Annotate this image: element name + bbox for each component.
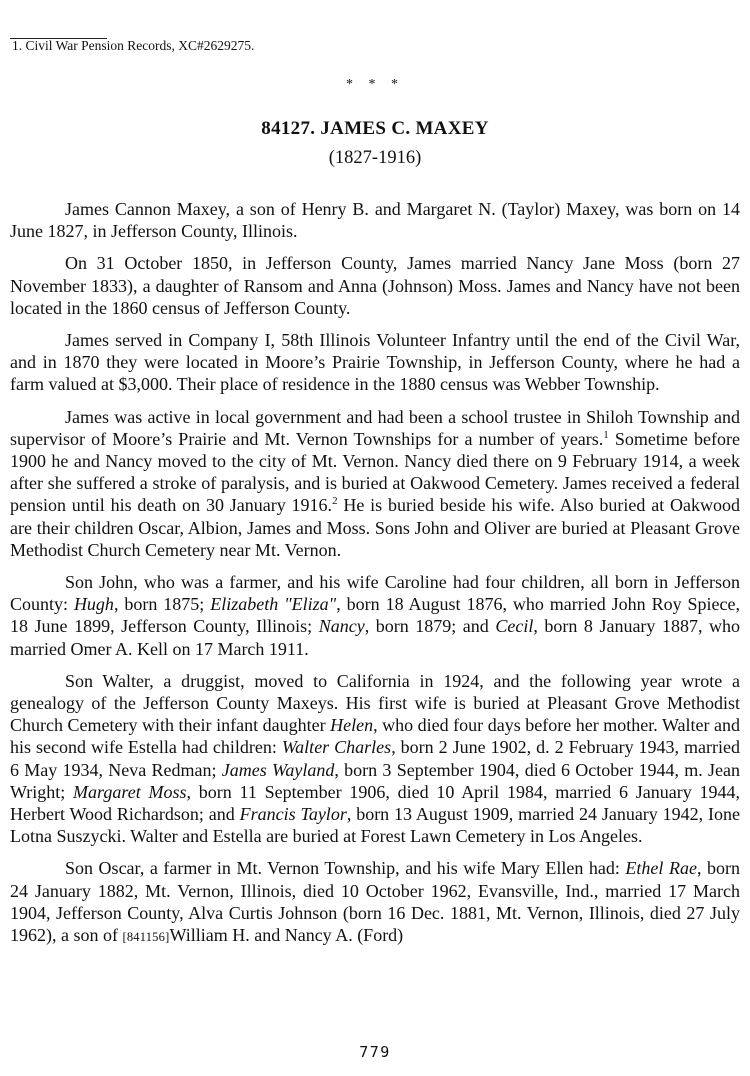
paragraph-son-john xyxy=(10,571,740,660)
section-separator: * * * xyxy=(346,77,404,92)
child-name: Hugh xyxy=(73,594,114,615)
child-name: Ethel Rae xyxy=(625,858,697,879)
text-run: , born 18 August 1876, who married John Roy Spiece, 18 June 1899, Jefferson County, Illinois; xyxy=(10,594,741,637)
text-run: Sometime before 1900 he and Nancy moved to the city of Mt. Vernon. Nancy died there on 9 February 1914, a week after she suffered a stroke of paralysis, and is buried at Oakwood Cemetery. James received a federal pension until his death on 30 January 1916. xyxy=(10,428,740,516)
text-run: Son Oscar, a farmer in Mt. Vernon Township, and his wife Mary Ellen had: xyxy=(65,858,626,879)
paragraph-civil-war: James served in Company I, 58th Illinois Volunteer Infantry until the end of the Civil War, and in 1870 they were located in Moore’s Prairie Township, in Jefferson County, where he had a farm valued at $3,000. Their place of residence in the 1880 census was Webber Township. xyxy=(10,330,740,395)
text-run: , born 11 September 1906, died 10 April 1984, married 6 January 1944, Herbert Wood Richardson; and xyxy=(10,781,740,825)
cross-reference-number: [841156] xyxy=(122,930,170,945)
text-run: James was active in local government and had been a school trustee in Shiloh Township and supervisor of Moore’s Prairie and Mt. Vernon Townships for a number of years. xyxy=(10,406,740,449)
child-name: Nancy xyxy=(318,616,365,637)
child-name: Francis Taylor xyxy=(239,804,347,825)
text-run: , born 3 September 1904, died 6 October 1944, m. Jean Wright; xyxy=(10,759,740,802)
text-run: , born 24 January 1882, Mt. Vernon, Illinois, died 10 October 1962, Evansville, Ind., married 17 March 1904, Jefferson County, Alva Curtis Johnson (born 16 Dec. 1881, Mt. Vernon, Illinois, died 27 July 1962), a son of xyxy=(10,858,740,946)
text-run: , born 1875; xyxy=(113,594,211,615)
text-run: Son Walter, a druggist, moved to California in 1924, and the following year wrote a genealogy of the Jefferson County Maxeys. His first wife is buried at Pleasant Grove Methodist Church Cemetery with their infant daughter xyxy=(10,670,740,736)
footnote: 1. Civil War Pension Records, XC#2629275. xyxy=(12,38,255,53)
paragraph-son-walter xyxy=(10,670,740,848)
text-run: , born 8 January 1887, who married Omer A. Kell on 17 March 1911. xyxy=(10,616,741,659)
paragraph-birth: James Cannon Maxey, a son of Henry B. and Margaret N. (Taylor) Maxey, was born on 14 June 1827, in Jefferson County, Illinois. xyxy=(10,199,740,242)
footnote-ref-2: 2 xyxy=(332,495,338,508)
text-run: He is buried beside his wife. Also buried at Oakwood are their children Oscar, Albion, James and Moss. Sons John and Oliver are buried at Pleasant Grove Methodist Church Cemetery near Mt. Vernon. xyxy=(10,495,740,560)
text-run: , who died four days before her mother. Walter and his second wife Estella had children: xyxy=(10,715,740,758)
child-name: James Wayland xyxy=(221,759,335,780)
paragraph-local-government xyxy=(10,406,740,561)
page-number: 779 xyxy=(359,1043,391,1061)
paragraph-son-oscar xyxy=(10,857,740,948)
text-run: , born 2 June 1902, d. 2 February 1943, married 6 May 1934, Neva Redman; xyxy=(10,737,741,780)
text-run: William H. and Nancy A. (Ford) xyxy=(169,925,404,946)
child-name: Elizabeth "Eliza" xyxy=(210,594,337,615)
paragraph-marriage: On 31 October 1850, in Jefferson County, James married Nancy Jane Moss (born 27 November 1833), a daughter of Ransom and Anna (Johnson) Moss. James and Nancy have not been located in the 1860 census of Jefferson County. xyxy=(10,253,740,318)
child-name: Margaret Moss xyxy=(73,781,187,802)
text-run: , born 13 August 1909, married 24 January 1942, Ione Lotna Suszycki. Walter and Estella are buried at Forest Lawn Cemetery in Los Angeles. xyxy=(10,804,740,847)
child-name: Cecil xyxy=(495,616,534,637)
entry-body xyxy=(10,198,740,948)
footnote-ref-1: 1 xyxy=(603,428,609,441)
entry-title: 84127. JAMES C. MAXEY xyxy=(261,118,489,139)
child-name: Helen xyxy=(330,715,374,736)
text-run: , born 1879; and xyxy=(364,616,496,637)
text-run: Son John, who was a farmer, and his wife Caroline had four children, all born in Jefferson County: xyxy=(10,572,740,615)
entry-dates: (1827-1916) xyxy=(328,148,422,168)
child-name: Walter Charles xyxy=(281,737,392,758)
